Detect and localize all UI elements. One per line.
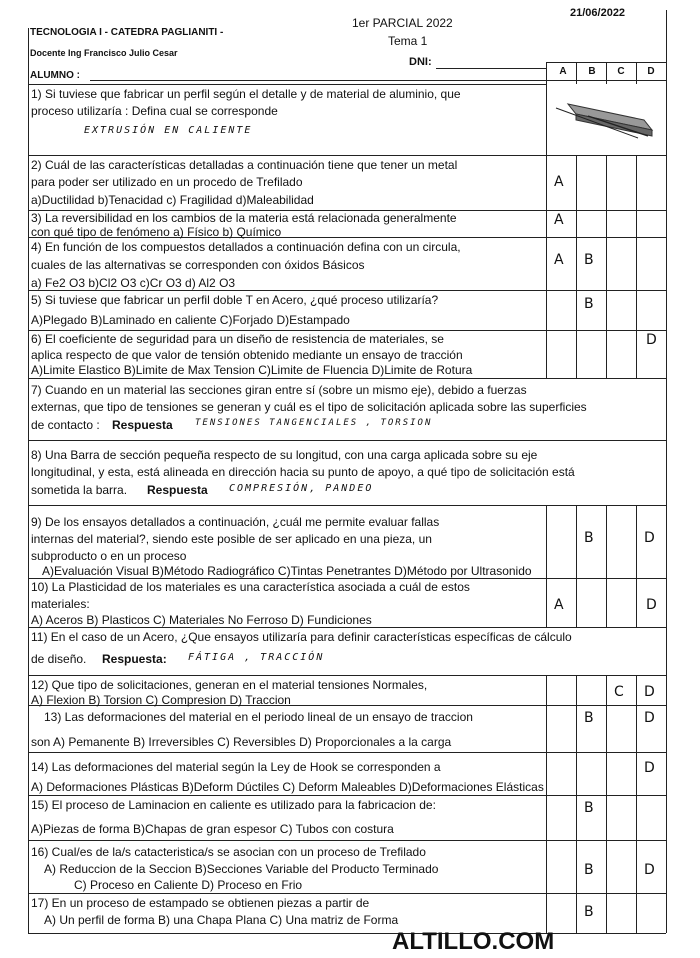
q15-line-2: A)Piezas de forma B)Chapas de gran espesor C) Tubos con costura bbox=[31, 822, 394, 836]
row-rule bbox=[28, 933, 666, 934]
q16-mark-d: D bbox=[644, 862, 655, 878]
dni-label: DNI: bbox=[409, 56, 432, 68]
q11-answer-label: Respuesta: bbox=[102, 652, 167, 666]
grid-col-line bbox=[636, 505, 637, 627]
q14-line-1: 14) Las deformaciones del material según la Ley de Hook se corresponden a bbox=[31, 760, 441, 774]
q16-line-1: 16) Cual/es de la/s catacteristica/s se asocian con un proceso de Trefilado bbox=[31, 845, 426, 859]
q6-line-1: 6) El coeficiente de seguridad para un diseño de resistencia de materiales, se bbox=[31, 332, 444, 346]
q10-line-1: 10) La Plasticidad de los materiales es una característica asociada a cuál de estos bbox=[31, 580, 470, 594]
q16-mark-b: B bbox=[584, 862, 594, 878]
q17-line-1: 17) En un proceso de estampado se obtienen piezas a partir de bbox=[31, 896, 370, 910]
q10-line-3: A) Aceros B) Plasticos C) Materiales No Ferroso D) Fundiciones bbox=[31, 613, 372, 627]
grid-col-line bbox=[606, 505, 607, 627]
q4-mark-b: B bbox=[584, 252, 594, 268]
q12-line-2: A) Flexion B) Torsion C) Compresion D) Traccion bbox=[31, 693, 291, 707]
row-rule bbox=[28, 675, 666, 676]
col-a-header: A bbox=[559, 66, 567, 77]
grid-col-line bbox=[576, 505, 577, 627]
q13-mark-b: B bbox=[584, 710, 594, 726]
col-b-header: B bbox=[588, 66, 596, 77]
q4-line-2: cuales de las alternativas se corresponden con óxidos Básicos bbox=[31, 258, 365, 272]
row-rule bbox=[28, 378, 666, 379]
q6-line-2: aplica respecto de que valor de tensión obtenido mediante un ensayo de tracción bbox=[31, 348, 463, 362]
q6-mark-d: D bbox=[646, 332, 657, 348]
col-d-header: D bbox=[647, 66, 655, 77]
q13-line-1: 13) Las deformaciones del material en el periodo lineal de un ensayo de traccion bbox=[44, 710, 473, 724]
q10-mark-a: A bbox=[554, 597, 564, 613]
q6-line-3: A)Limite Elastico B)Limite de Max Tension C)Limite de Fluencia D)Limite de Rotura bbox=[31, 363, 473, 377]
exam-date: 21/06/2022 bbox=[570, 7, 626, 19]
row-rule bbox=[28, 330, 666, 331]
q5-line-1: 5) Si tuviese que fabricar un perfil doble T en Acero, ¿qué proceso utilizaría? bbox=[31, 293, 439, 307]
grid-col-line bbox=[636, 155, 637, 378]
q4-mark-a: A bbox=[554, 252, 564, 268]
grid-col-line bbox=[546, 505, 547, 627]
q9-line-2: internas del material?, siendo este posible de ser aplicado en una pieza, un bbox=[31, 532, 432, 546]
q9-mark-b: B bbox=[584, 530, 594, 546]
row-rule bbox=[28, 155, 666, 156]
q7-line-2: externas, que tipo de tensiones se generan y cuál es el tipo de solicitación aplicada sobre las superficies bbox=[31, 400, 587, 414]
frame-right bbox=[666, 10, 667, 933]
q14-line-2: A) Deformaciones Plásticas B)Deform Dúctiles C) Deform Maleables D)Deformaciones Elásticas bbox=[31, 780, 544, 794]
grid-col-line bbox=[606, 675, 607, 933]
q17-line-2: A) Un perfil de forma B) una Chapa Plana C) Una matriz de Forma bbox=[44, 913, 399, 927]
student-field-line[interactable] bbox=[90, 80, 546, 81]
dni-field-line[interactable] bbox=[436, 68, 546, 69]
q11-line-2: de diseño. bbox=[31, 652, 87, 666]
q3-line-2: con qué tipo de fenómeno a) Físico b) Químico bbox=[31, 225, 282, 239]
row-rule bbox=[28, 440, 666, 441]
q4-line-3: a) Fe2 O3 b)Cl2 O3 c)Cr O3 d) Al2 O3 bbox=[31, 276, 236, 290]
q13-line-2: son A) Pemanente B) Irreversibles C) Reversibles D) Proporcionales a la carga bbox=[31, 735, 452, 749]
q12-mark-c: C bbox=[614, 684, 624, 700]
q15-line-1: 15) El proceso de Laminacion en caliente es utilizado para la fabricacion de: bbox=[31, 798, 436, 812]
q8-answer-label: Respuesta bbox=[147, 483, 208, 497]
row-rule bbox=[28, 290, 666, 291]
q8-line-1: 8) Una Barra de sección pequeña respecto de su longitud, con una carga aplicada sobre su eje bbox=[31, 448, 538, 462]
institution-label: TECNOLOGIA I - CATEDRA PAGLIANITI - bbox=[30, 27, 224, 38]
q10-mark-d: D bbox=[646, 597, 657, 613]
grid-col-line bbox=[636, 62, 637, 84]
q9-line-3: subproducto o en un proceso bbox=[31, 549, 187, 563]
teacher-label: Docente Ing Francisco Julio Cesar bbox=[30, 48, 178, 58]
q4-line-1: 4) En función de los compuestos detallados a continuación defina con un circula, bbox=[31, 240, 461, 254]
q17-mark-b: B bbox=[584, 904, 594, 920]
row-rule bbox=[28, 795, 666, 796]
header-rule bbox=[28, 84, 546, 85]
q3-line-1: 3) La reversibilidad en los cambios de la materia está relacionada generalmente bbox=[31, 211, 457, 225]
q9-line-1: 9) De los ensayos detallados a continuación, ¿cuál me permite evaluar fallas bbox=[31, 515, 440, 529]
row-rule bbox=[28, 893, 666, 894]
q11-line-1: 11) En el caso de un Acero, ¿Que ensayos utilizaría para definir características específicas de cálculo bbox=[31, 630, 572, 644]
q1-handwritten-answer: EXTRUSIÓN EN CALIENTE bbox=[84, 125, 253, 136]
q2-line-2: para poder ser utilizado en un procedo de Trefilado bbox=[31, 175, 303, 189]
row-rule bbox=[28, 578, 666, 579]
row-rule bbox=[28, 627, 666, 628]
grid-col-line bbox=[576, 62, 577, 84]
grid-col-line bbox=[546, 62, 547, 155]
q5-line-2: A)Plegado B)Laminado en caliente C)Forjado D)Estampado bbox=[31, 313, 350, 327]
row-rule bbox=[28, 505, 666, 506]
profile-illustration bbox=[548, 86, 664, 152]
q10-line-2: materiales: bbox=[31, 597, 90, 611]
q9-line-4: A)Evaluación Visual B)Método Radiográfico C)Tintas Penetrantes D)Método por Ultrasonido bbox=[42, 564, 532, 578]
grid-col-line bbox=[606, 62, 607, 84]
grid-col-line bbox=[576, 675, 577, 933]
q12-line-1: 12) Que tipo de solicitaciones, generan en el material tensiones Normales, bbox=[31, 678, 428, 692]
watermark[interactable]: ALTILLO.COM bbox=[392, 928, 555, 955]
exam-title: 1er PARCIAL 2022 bbox=[352, 16, 453, 30]
q15-mark-b: B bbox=[584, 800, 594, 816]
grid-col-line bbox=[636, 675, 637, 933]
row-rule bbox=[28, 840, 666, 841]
q13-mark-d: D bbox=[644, 710, 655, 726]
q16-line-2: A) Reduccion de la Seccion B)Secciones Variable del Producto Terminado bbox=[44, 862, 439, 876]
q8-line-2: longitudinal, y esta, está alineada en dirección hacia su punto de apoyo, a qué tipo de solicitación está bbox=[31, 465, 575, 479]
grid-col-line bbox=[546, 675, 547, 933]
q8-line-3: sometida la barra. bbox=[31, 483, 128, 497]
q2-line-3: a)Ductilidad b)Tenacidad c) Fragilidad d)Maleabilidad bbox=[31, 193, 314, 207]
q3-mark-a: A bbox=[554, 212, 564, 228]
q7-line-3: de contacto : bbox=[31, 418, 100, 432]
q2-line-1: 2) Cuál de las características detalladas a continuación tiene que tener un metal bbox=[31, 158, 458, 172]
q7-line-1: 7) Cuando en un material las secciones giran entre sí (sobre un mismo eje), debido a fuerzas bbox=[31, 383, 527, 397]
student-label: ALUMNO : bbox=[30, 70, 80, 81]
exam-tema: Tema 1 bbox=[388, 34, 428, 48]
q11-handwritten-answer: FÁTIGA , TRACCIÓN bbox=[188, 652, 325, 663]
grid-col-line bbox=[546, 155, 547, 378]
row-rule bbox=[28, 752, 666, 753]
grid-col-line bbox=[606, 155, 607, 378]
q7-handwritten-answer: TENSIONES TANGENCIALES , TORSION bbox=[195, 418, 433, 428]
q9-mark-d: D bbox=[644, 530, 655, 546]
q1-line-2: proceso utilizaría : Defina cual se corresponde bbox=[31, 104, 278, 118]
q14-mark-d: D bbox=[644, 760, 655, 776]
q16-line-3: C) Proceso en Caliente D) Proceso en Frio bbox=[74, 878, 303, 892]
grid-col-line bbox=[576, 155, 577, 378]
q7-answer-label: Respuesta bbox=[112, 418, 173, 432]
q2-mark-a: A bbox=[554, 174, 564, 190]
q8-handwritten-answer: COMPRESIÓN, PANDEO bbox=[229, 483, 374, 494]
q12-mark-d: D bbox=[644, 684, 655, 700]
frame-left bbox=[28, 28, 29, 933]
q5-mark-b: B bbox=[584, 296, 594, 312]
q1-line-1: 1) Si tuviese que fabricar un perfil según el detalle y de material de aluminio, que bbox=[31, 87, 461, 101]
col-c-header: C bbox=[617, 66, 625, 77]
